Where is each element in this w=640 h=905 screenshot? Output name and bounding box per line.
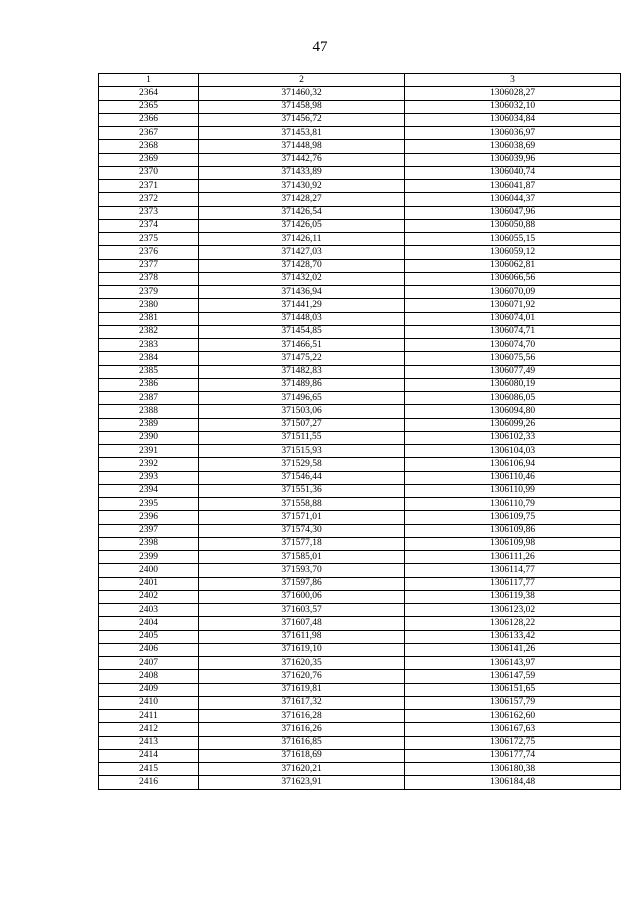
x-coordinate-cell: 371617,32 (199, 696, 405, 709)
y-coordinate-cell: 1306080,19 (405, 378, 621, 391)
table-row (99, 352, 621, 365)
x-coordinate-cell: 371558,88 (199, 498, 405, 511)
y-coordinate-cell: 1306074,01 (405, 312, 621, 325)
y-coordinate-cell: 1306114,77 (405, 564, 621, 577)
table-row (99, 153, 621, 166)
point-number-cell: 2391 (99, 445, 199, 458)
x-coordinate-cell: 371571,01 (199, 511, 405, 524)
column-header-1: 1 (99, 74, 199, 87)
point-number-cell: 2378 (99, 272, 199, 285)
table-row (99, 670, 621, 683)
point-number-cell: 2370 (99, 166, 199, 179)
point-number-cell: 2409 (99, 683, 199, 696)
table-body (99, 87, 621, 789)
point-number-cell: 2373 (99, 206, 199, 219)
x-coordinate-cell: 371607,48 (199, 617, 405, 630)
x-coordinate-cell: 371428,70 (199, 259, 405, 272)
x-coordinate-cell: 371426,05 (199, 219, 405, 232)
y-coordinate-cell: 1306040,74 (405, 166, 621, 179)
x-coordinate-cell: 371618,69 (199, 749, 405, 762)
x-coordinate-cell: 371515,93 (199, 445, 405, 458)
point-number-cell: 2376 (99, 246, 199, 259)
point-number-cell: 2383 (99, 339, 199, 352)
y-coordinate-cell: 1306111,26 (405, 551, 621, 564)
point-number-cell: 2371 (99, 180, 199, 193)
point-number-cell: 2412 (99, 723, 199, 736)
column-header-3: 3 (405, 74, 621, 87)
table-row (99, 392, 621, 405)
point-number-cell: 2377 (99, 259, 199, 272)
y-coordinate-cell: 1306109,86 (405, 524, 621, 537)
table-row (99, 299, 621, 312)
x-coordinate-cell: 371453,81 (199, 127, 405, 140)
y-coordinate-cell: 1306062,81 (405, 259, 621, 272)
table-row (99, 180, 621, 193)
x-coordinate-cell: 371448,98 (199, 140, 405, 153)
point-number-cell: 2405 (99, 630, 199, 643)
y-coordinate-cell: 1306070,09 (405, 286, 621, 299)
table-row (99, 511, 621, 524)
y-coordinate-cell: 1306157,79 (405, 696, 621, 709)
point-number-cell: 2366 (99, 113, 199, 126)
table-row (99, 498, 621, 511)
y-coordinate-cell: 1306075,56 (405, 352, 621, 365)
point-number-cell: 2400 (99, 564, 199, 577)
point-number-cell: 2381 (99, 312, 199, 325)
point-number-cell: 2367 (99, 127, 199, 140)
y-coordinate-cell: 1306034,84 (405, 113, 621, 126)
y-coordinate-cell: 1306184,48 (405, 776, 621, 789)
point-number-cell: 2397 (99, 524, 199, 537)
y-coordinate-cell: 1306074,71 (405, 325, 621, 338)
x-coordinate-cell: 371432,02 (199, 272, 405, 285)
point-number-cell: 2401 (99, 577, 199, 590)
table-row (99, 233, 621, 246)
x-coordinate-cell: 371623,91 (199, 776, 405, 789)
point-number-cell: 2388 (99, 405, 199, 418)
point-number-cell: 2385 (99, 365, 199, 378)
x-coordinate-cell: 371436,94 (199, 286, 405, 299)
table-row (99, 471, 621, 484)
table-row (99, 286, 621, 299)
x-coordinate-cell: 371620,21 (199, 763, 405, 776)
point-number-cell: 2399 (99, 551, 199, 564)
x-coordinate-cell: 371620,76 (199, 670, 405, 683)
point-number-cell: 2393 (99, 471, 199, 484)
table-row (99, 524, 621, 537)
point-number-cell: 2406 (99, 643, 199, 656)
point-number-cell: 2402 (99, 590, 199, 603)
table-row (99, 551, 621, 564)
table-row (99, 763, 621, 776)
point-number-cell: 2382 (99, 325, 199, 338)
y-coordinate-cell: 1306110,99 (405, 484, 621, 497)
y-coordinate-cell: 1306109,98 (405, 537, 621, 550)
x-coordinate-cell: 371619,10 (199, 643, 405, 656)
table-row (99, 577, 621, 590)
point-number-cell: 2368 (99, 140, 199, 153)
y-coordinate-cell: 1306028,27 (405, 87, 621, 100)
point-number-cell: 2364 (99, 87, 199, 100)
x-coordinate-cell: 371511,55 (199, 431, 405, 444)
x-coordinate-cell: 371448,03 (199, 312, 405, 325)
x-coordinate-cell: 371489,86 (199, 378, 405, 391)
x-coordinate-cell: 371597,86 (199, 577, 405, 590)
point-number-cell: 2403 (99, 604, 199, 617)
x-coordinate-cell: 371430,92 (199, 180, 405, 193)
point-number-cell: 2414 (99, 749, 199, 762)
point-number-cell: 2379 (99, 286, 199, 299)
table-row (99, 259, 621, 272)
y-coordinate-cell: 1306104,03 (405, 445, 621, 458)
point-number-cell: 2407 (99, 657, 199, 670)
point-number-cell: 2415 (99, 763, 199, 776)
y-coordinate-cell: 1306074,70 (405, 339, 621, 352)
x-coordinate-cell: 371616,85 (199, 736, 405, 749)
y-coordinate-cell: 1306167,63 (405, 723, 621, 736)
table-row (99, 657, 621, 670)
x-coordinate-cell: 371620,35 (199, 657, 405, 670)
table-row (99, 405, 621, 418)
table-row (99, 710, 621, 723)
table-row (99, 418, 621, 431)
point-number-cell: 2392 (99, 458, 199, 471)
table-row (99, 590, 621, 603)
table-row (99, 564, 621, 577)
y-coordinate-cell: 1306039,96 (405, 153, 621, 166)
table-row (99, 736, 621, 749)
table-row (99, 630, 621, 643)
x-coordinate-cell: 371460,32 (199, 87, 405, 100)
table-row (99, 127, 621, 140)
x-coordinate-cell: 371507,27 (199, 418, 405, 431)
y-coordinate-cell: 1306047,96 (405, 206, 621, 219)
point-number-cell: 2387 (99, 392, 199, 405)
y-coordinate-cell: 1306151,65 (405, 683, 621, 696)
table-row (99, 537, 621, 550)
point-number-cell: 2395 (99, 498, 199, 511)
y-coordinate-cell: 1306055,15 (405, 233, 621, 246)
table-row (99, 206, 621, 219)
x-coordinate-cell: 371475,22 (199, 352, 405, 365)
table-row (99, 365, 621, 378)
table-row (99, 272, 621, 285)
table-row (99, 246, 621, 259)
table-row (99, 696, 621, 709)
y-coordinate-cell: 1306038,69 (405, 140, 621, 153)
x-coordinate-cell: 371442,76 (199, 153, 405, 166)
point-number-cell: 2386 (99, 378, 199, 391)
x-coordinate-cell: 371426,54 (199, 206, 405, 219)
table-row (99, 312, 621, 325)
table-row (99, 643, 621, 656)
x-coordinate-cell: 371458,98 (199, 100, 405, 113)
x-coordinate-cell: 371574,30 (199, 524, 405, 537)
x-coordinate-cell: 371600,06 (199, 590, 405, 603)
table-row (99, 325, 621, 338)
point-number-cell: 2411 (99, 710, 199, 723)
y-coordinate-cell: 1306110,79 (405, 498, 621, 511)
x-coordinate-cell: 371603,57 (199, 604, 405, 617)
x-coordinate-cell: 371619,81 (199, 683, 405, 696)
x-coordinate-cell: 371466,51 (199, 339, 405, 352)
y-coordinate-cell: 1306032,10 (405, 100, 621, 113)
table-header (99, 74, 621, 87)
table-row (99, 219, 621, 232)
table-row (99, 776, 621, 789)
header-row (99, 74, 621, 87)
y-coordinate-cell: 1306117,77 (405, 577, 621, 590)
x-coordinate-cell: 371616,26 (199, 723, 405, 736)
y-coordinate-cell: 1306128,22 (405, 617, 621, 630)
point-number-cell: 2389 (99, 418, 199, 431)
x-coordinate-cell: 371426,11 (199, 233, 405, 246)
point-number-cell: 2408 (99, 670, 199, 683)
x-coordinate-cell: 371482,83 (199, 365, 405, 378)
x-coordinate-cell: 371496,65 (199, 392, 405, 405)
y-coordinate-cell: 1306099,26 (405, 418, 621, 431)
point-number-cell: 2398 (99, 537, 199, 550)
table-row (99, 604, 621, 617)
y-coordinate-cell: 1306050,88 (405, 219, 621, 232)
y-coordinate-cell: 1306162,60 (405, 710, 621, 723)
x-coordinate-cell: 371427,03 (199, 246, 405, 259)
x-coordinate-cell: 371611,98 (199, 630, 405, 643)
x-coordinate-cell: 371551,36 (199, 484, 405, 497)
point-number-cell: 2375 (99, 233, 199, 246)
y-coordinate-cell: 1306177,74 (405, 749, 621, 762)
page-number: 47 (312, 39, 328, 55)
point-number-cell: 2410 (99, 696, 199, 709)
table-row (99, 113, 621, 126)
point-number-cell: 2404 (99, 617, 199, 630)
table-row (99, 458, 621, 471)
table-row (99, 193, 621, 206)
x-coordinate-cell: 371593,70 (199, 564, 405, 577)
point-number-cell: 2380 (99, 299, 199, 312)
table-row (99, 140, 621, 153)
table-row (99, 683, 621, 696)
point-number-cell: 2384 (99, 352, 199, 365)
point-number-cell: 2365 (99, 100, 199, 113)
x-coordinate-cell: 371454,85 (199, 325, 405, 338)
y-coordinate-cell: 1306077,49 (405, 365, 621, 378)
x-coordinate-cell: 371441,29 (199, 299, 405, 312)
point-number-cell: 2369 (99, 153, 199, 166)
y-coordinate-cell: 1306036,97 (405, 127, 621, 140)
x-coordinate-cell: 371577,18 (199, 537, 405, 550)
point-number-cell: 2374 (99, 219, 199, 232)
y-coordinate-cell: 1306044,37 (405, 193, 621, 206)
y-coordinate-cell: 1306109,75 (405, 511, 621, 524)
y-coordinate-cell: 1306141,26 (405, 643, 621, 656)
y-coordinate-cell: 1306094,80 (405, 405, 621, 418)
point-number-cell: 2416 (99, 776, 199, 789)
point-number-cell: 2372 (99, 193, 199, 206)
x-coordinate-cell: 371585,01 (199, 551, 405, 564)
table-row (99, 87, 621, 100)
x-coordinate-cell: 371546,44 (199, 471, 405, 484)
point-number-cell: 2394 (99, 484, 199, 497)
table-row (99, 445, 621, 458)
table-row (99, 484, 621, 497)
y-coordinate-cell: 1306119,38 (405, 590, 621, 603)
x-coordinate-cell: 371456,72 (199, 113, 405, 126)
point-number-cell: 2390 (99, 431, 199, 444)
table-row (99, 723, 621, 736)
y-coordinate-cell: 1306066,56 (405, 272, 621, 285)
y-coordinate-cell: 1306041,87 (405, 180, 621, 193)
y-coordinate-cell: 1306086,05 (405, 392, 621, 405)
table-row (99, 166, 621, 179)
y-coordinate-cell: 1306106,94 (405, 458, 621, 471)
point-number-cell: 2413 (99, 736, 199, 749)
x-coordinate-cell: 371616,28 (199, 710, 405, 723)
x-coordinate-cell: 371503,06 (199, 405, 405, 418)
y-coordinate-cell: 1306172,75 (405, 736, 621, 749)
point-number-cell: 2396 (99, 511, 199, 524)
y-coordinate-cell: 1306071,92 (405, 299, 621, 312)
y-coordinate-cell: 1306102,33 (405, 431, 621, 444)
table-row (99, 100, 621, 113)
table-row (99, 749, 621, 762)
x-coordinate-cell: 371428,27 (199, 193, 405, 206)
table-row (99, 378, 621, 391)
y-coordinate-cell: 1306180,38 (405, 763, 621, 776)
x-coordinate-cell: 371433,89 (199, 166, 405, 179)
y-coordinate-cell: 1306110,46 (405, 471, 621, 484)
y-coordinate-cell: 1306059,12 (405, 246, 621, 259)
y-coordinate-cell: 1306123,02 (405, 604, 621, 617)
table-row (99, 431, 621, 444)
coordinates-table (98, 73, 621, 790)
y-coordinate-cell: 1306133,42 (405, 630, 621, 643)
x-coordinate-cell: 371529,58 (199, 458, 405, 471)
y-coordinate-cell: 1306143,97 (405, 657, 621, 670)
y-coordinate-cell: 1306147,59 (405, 670, 621, 683)
column-header-2: 2 (199, 74, 405, 87)
table-row (99, 617, 621, 630)
table-row (99, 339, 621, 352)
